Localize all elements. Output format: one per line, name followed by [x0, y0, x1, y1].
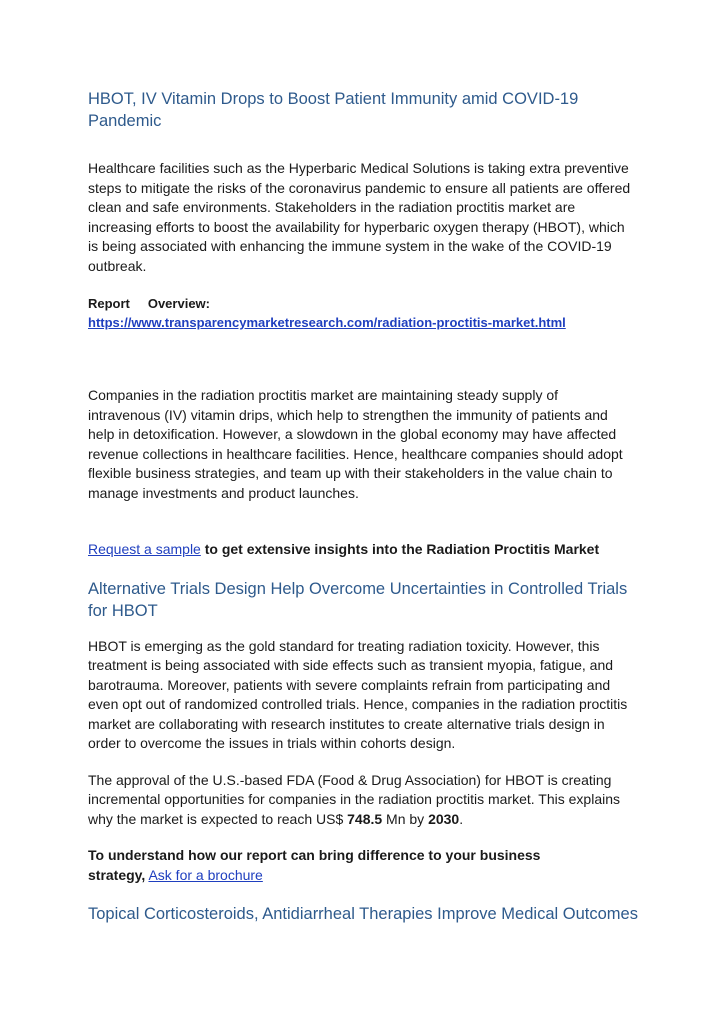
fda-text-part3: .	[459, 810, 464, 827]
paragraph-hbot-gold-standard: HBOT is emerging as the gold standard for treating radiation toxicity. However, this treatment is being associated with side effects such as transient myopia, fatigue, and barotrauma. Moreover, patients with severe complaints refrain from participating and even opt out of randomized controlled trials. Hence, companies in the radiation proctitis market are collaborating with research institutes to create alternative trials design in order to overcome the issues in trials within cohorts design.	[88, 637, 628, 751]
request-sample-text: to get extensive insights into the Radiation Proctitis Market	[200, 541, 600, 557]
section-heading-hbot-iv: HBOT, IV Vitamin Drops to Boost Patient Immunity amid COVID-19 Pandemic	[88, 90, 579, 130]
paragraph-healthcare-facilities: Healthcare facilities such as the Hyperbaric Medical Solutions is taking extra preventive steps to mitigate the risks of the coronavirus pandemic to ensure all patients are offered clean and safe environments. Stakeholders in the radiation proctitis market are increasing efforts to boost the availability for hyperbaric oxygen therapy (HBOT), which is being associated with enhancing the immune system in the wake of the COVID-19 outbreak.	[88, 160, 631, 274]
section-heading-topical-corticosteroids: Topical Corticosteroids, Antidiarrheal Therapies Improve Medical Outcomes	[88, 905, 638, 923]
ask-brochure-link[interactable]: Ask for a brochure	[148, 866, 263, 883]
fda-text-part2: Mn by	[382, 810, 429, 827]
brochure-bold-text: To understand how our report can bring difference to your business strategy,	[88, 847, 541, 883]
report-overview-line	[88, 294, 634, 332]
section-heading-alternative-trials: Alternative Trials Design Help Overcome Uncertainties in Controlled Trials for HBOT	[88, 579, 628, 620]
report-label-word2: Overview:	[147, 296, 210, 311]
fda-text-part1: The approval of the U.S.-based FDA (Food & Drug Association) for HBOT is creating incremental opportunities for companies in the radiation proctitis market. This explains why the market is expected to reach US$	[88, 771, 620, 827]
paragraph-fda-approval	[88, 771, 634, 830]
report-overview-label	[88, 294, 226, 313]
market-value: 748.5	[347, 810, 383, 827]
report-overview-link[interactable]: https://www.transparencymarketresearch.com/radiation-proctitis-market.html	[88, 315, 566, 330]
paragraph-iv-vitamin-drips: Companies in the radiation proctitis market are maintaining steady supply of intravenous (IV) vitamin drips, which help to strengthen the immunity of patients and help in detoxification. However, a slowdown in the global economy may have affected revenue collections in healthcare facilities. Hence, healthcare companies should adopt flexible business strategies, and team up with their stakeholders in the value chain to manage investments and product launches.	[88, 387, 623, 501]
request-sample-link[interactable]: Request a sample	[88, 541, 201, 557]
report-label-word1: Report	[88, 296, 130, 311]
brochure-line	[88, 846, 634, 885]
request-sample-line	[88, 540, 634, 560]
market-year: 2030	[428, 810, 460, 827]
